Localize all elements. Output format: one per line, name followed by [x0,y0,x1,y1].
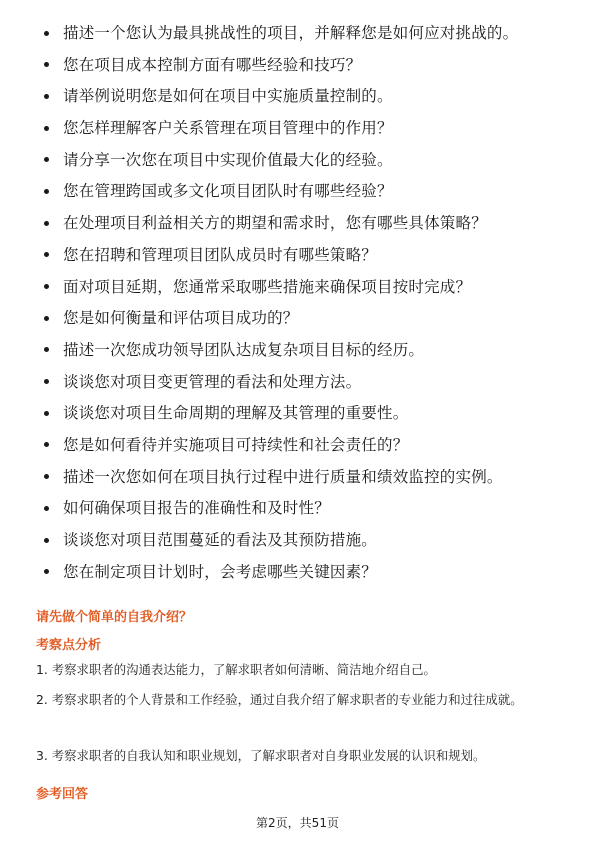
list-item: 面对项目延期，您通常采取哪些措施来确保项目按时完成？ [0,276,595,298]
list-item: 描述一次您成功领导团队达成复杂项目目标的经历。 [0,339,595,361]
bullet-icon [44,252,49,257]
page-number: 第2页，共51页 [256,816,339,830]
question-heading: 请先做个简单的自我介绍？ [36,610,193,625]
analysis-point: 2. 考察求职者的个人背景和工作经验，通过自我介绍了解求职者的专业能力和过往成就。 [36,692,523,707]
bullet-icon [44,284,49,289]
list-item: 您怎样理解客户关系管理在项目管理中的作用？ [0,117,595,139]
bullet-icon [44,157,49,162]
bullet-icon [44,126,49,131]
question-list [0,22,595,592]
list-item: 请分享一次您在项目中实现价值最大化的经验。 [0,149,595,171]
bullet-icon [44,442,49,447]
bullet-icon [44,62,49,67]
answer-heading: 参考回答 [36,787,89,802]
list-item: 描述一个您认为最具挑战性的项目，并解释您是如何应对挑战的。 [0,22,595,44]
list-item: 您在项目成本控制方面有哪些经验和技巧？ [0,54,595,76]
list-item: 在处理项目利益相关方的期望和需求时，您有哪些具体策略？ [0,212,595,234]
bullet-icon [44,506,49,511]
bullet-icon [44,538,49,543]
bullet-icon [44,316,49,321]
list-item: 谈谈您对项目范围蔓延的看法及其预防措施。 [0,529,595,551]
list-item: 谈谈您对项目生命周期的理解及其管理的重要性。 [0,402,595,424]
list-item: 您在招聘和管理项目团队成员时有哪些策略？ [0,244,595,266]
list-item: 您在制定项目计划时，会考虑哪些关键因素？ [0,561,595,583]
bullet-icon [44,94,49,99]
list-item: 您在管理跨国或多文化项目团队时有哪些经验？ [0,180,595,202]
bullet-icon [44,347,49,352]
list-item: 描述一次您如何在项目执行过程中进行质量和绩效监控的实例。 [0,466,595,488]
list-item: 您是如何衡量和评估项目成功的？ [0,307,595,329]
list-item: 您是如何看待并实施项目可持续性和社会责任的？ [0,434,595,456]
list-item: 请举例说明您是如何在项目中实施质量控制的。 [0,85,595,107]
list-item: 如何确保项目报告的准确性和及时性？ [0,497,595,519]
bullet-icon [44,411,49,416]
bullet-icon [44,31,49,36]
analysis-point: 3. 考察求职者的自我认知和职业规划，了解求职者对自身职业发展的认识和规划。 [36,748,486,763]
analysis-heading: 考察点分析 [36,638,102,653]
bullet-icon [44,379,49,384]
analysis-point: 1. 考察求职者的沟通表达能力，了解求职者如何清晰、简洁地介绍自己。 [36,662,436,677]
bullet-icon [44,221,49,226]
bullet-icon [44,474,49,479]
bullet-icon [44,189,49,194]
bullet-icon [44,569,49,574]
list-item: 谈谈您对项目变更管理的看法和处理方法。 [0,371,595,393]
